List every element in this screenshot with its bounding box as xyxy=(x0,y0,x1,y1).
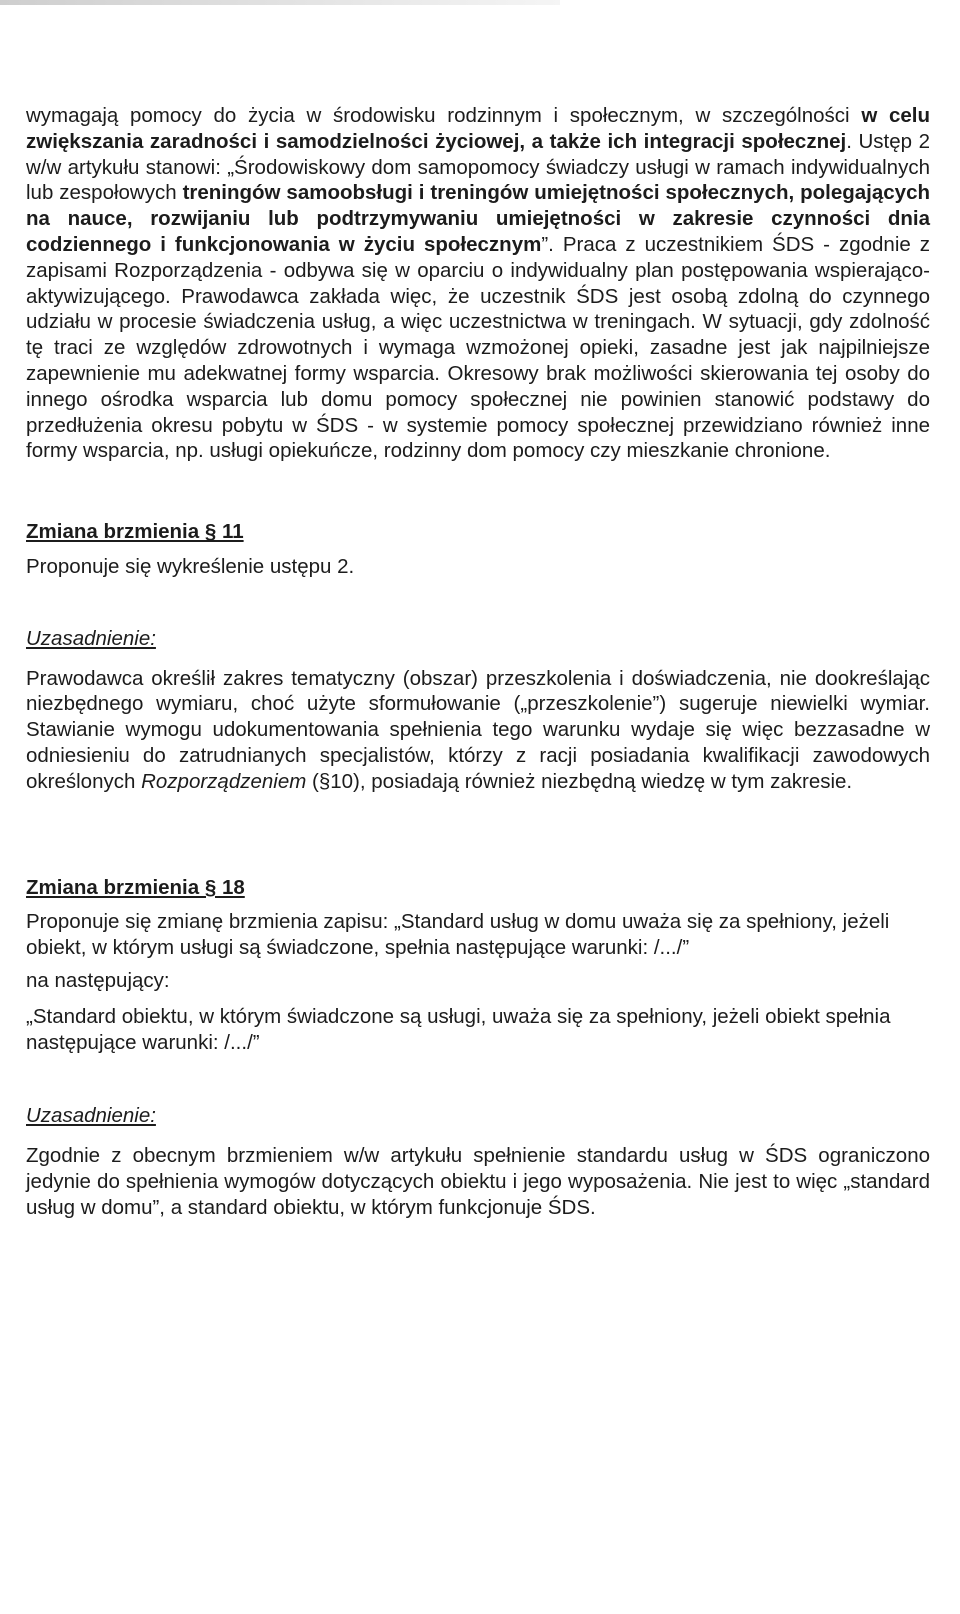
intro-text-2: . Ustęp 2 w/w artykułu stanowi: „Środowiskowy dom samopomocy świadczy usługi w ramach indywidualnych lub zespołowych xyxy=(26,129,930,205)
section-11-justification-text-1: Prawodawca określił zakres tematyczny (obszar) przeszkolenia i doświadczenia, nie dookreślając niezbędnego wymiaru, choć użyte sformułowanie („przeszkolenie”) sugeruje niewielki wymiar. Stawianie wymogu udokumentowania spełnienia tego warunku wydaje się więc bezzasadne w odniesieniu do zatrudnianych specjalistów, którzy z racji posiadania kwalifikacji zawodowych określonych xyxy=(26,666,930,793)
section-11-justification xyxy=(26,666,930,795)
intro-text-3: ”. Praca z uczestnikiem ŚDS - zgodnie z zapisami Rozporządzenia - odbywa się w oparciu o indywidualny plan postępowania wspierająco-aktywizującego. Prawodawca zakłada więc, że uczestnik ŚDS jest osobą zdolną do czynnego udziału w procesie świadczenia usług, a więc uczestnictwa w treningach. W sytuacji, gdy zdolność tę traci ze względów zdrowotnych i wymaga wzmożonej opieki, zasadne jest jak najpilniejsze zapewnienie mu adekwatnej formy wsparcia. Okresowy brak możliwości skierowania tej osoby do innego ośrodka wsparcia lub domu pomocy społecznej nie powinien stanowić podstawy do przedłużenia okresu pobytu w ŚDS - w systemie pomocy społecznej przewidziano również inne formy wsparcia, np. usługi opiekuńcze, rodzinny dom pomocy czy mieszkanie chronione. xyxy=(26,232,931,463)
document-page xyxy=(26,103,930,1221)
scan-edge-artifact xyxy=(0,0,560,5)
section-11-justification-text-2: (§10), posiadają również niezbędną wiedzę w tym zakresie. xyxy=(306,769,853,793)
intro-paragraph xyxy=(26,103,930,464)
section-18-proposal-2: na następujący: xyxy=(26,968,170,992)
section-18-heading: Zmiana brzmienia § 18 xyxy=(26,875,245,899)
section-18-justification: Zgodnie z obecnym brzmieniem w/w artykułu spełnienie standardu usług w ŚDS ograniczono jedynie do spełnienia wymogów dotyczących obiektu i jego wyposażenia. Nie jest to więc „standard usług w domu”, a standard obiektu, w którym funkcjonuje ŚDS. xyxy=(26,1144,930,1219)
intro-bold-2: treningów samoobsługi i treningów umiejętności społecznych, polegających na nauce, rozwijaniu lub podtrzymywaniu umiejętności w zakresie czynności dnia codziennego i funkcjonowania w życiu społecznym xyxy=(26,181,930,256)
section-18-proposal-3: „Standard obiektu, w którym świadczone są usługi, uważa się za spełniony, jeżeli obiekt spełnia następujące warunki: /.../” xyxy=(26,1004,891,1054)
section-11-justification-label: Uzasadnienie: xyxy=(26,626,156,650)
intro-text-1: wymagają pomocy do życia w środowisku rodzinnym i społecznym, w szczególności xyxy=(26,104,862,127)
intro-bold-1: w celu zwiększania zaradności i samodzielności życiowej, a także ich integracji społecznej xyxy=(26,104,930,153)
section-11-heading: Zmiana brzmienia § 11 xyxy=(26,520,244,544)
section-18-proposal-1: Proponuje się zmianę brzmienia zapisu: „Standard usług w domu uważa się za spełniony, jeżeli obiekt, w którym usługi są świadczone, spełnia następujące warunki: /.../” xyxy=(26,910,890,960)
section-11-proposal: Proponuje się wykreślenie ustępu 2. xyxy=(26,554,355,578)
section-11-justification-italic: Rozporządzeniem xyxy=(141,769,307,793)
section-18-justification-label: Uzasadnienie: xyxy=(26,1104,156,1128)
